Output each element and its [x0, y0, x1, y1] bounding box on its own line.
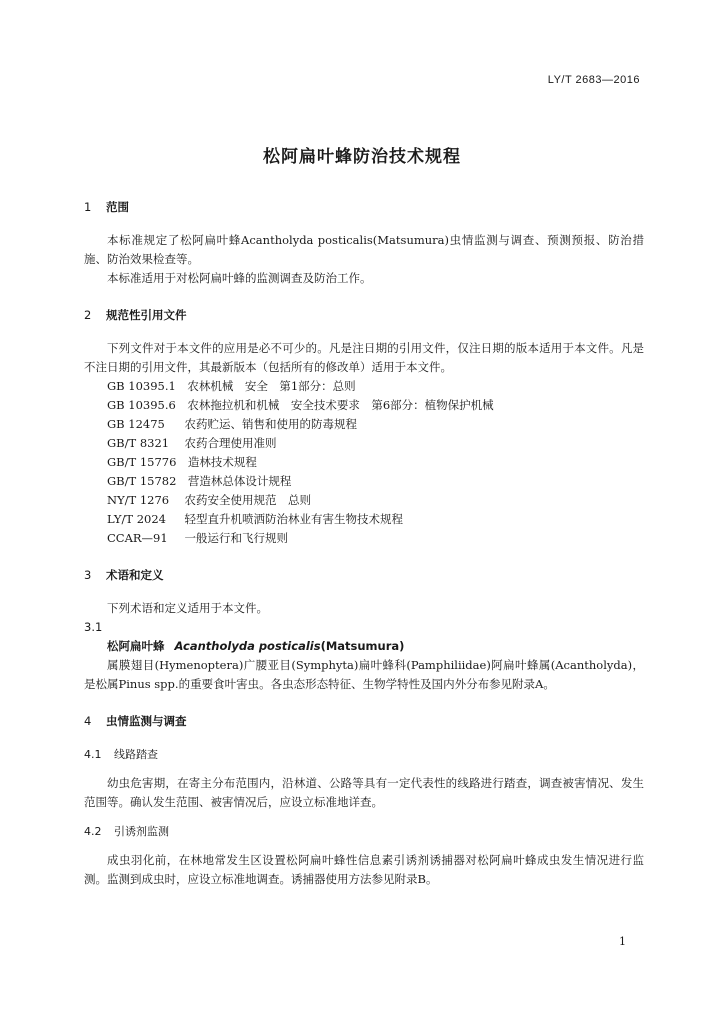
section-1-heading	[84, 198, 644, 217]
reference-code: GB 10395.1	[107, 379, 176, 393]
references-intro: 下列文件对于本文件的应用是必不可少的。凡是注日期的引用文件，仅注日期的版本适用于本文件。凡是不注日期的引用文件，其最新版本（包括所有的修改单）适用于本文件。	[84, 341, 644, 374]
reference-name: 农林机械 安全 第1部分：总则	[187, 379, 356, 393]
subsection-title: 引诱剂监测	[114, 825, 169, 838]
document-body	[84, 198, 644, 889]
term-number: 3.1	[84, 620, 103, 634]
reference-code: NY/T 1276	[107, 493, 170, 507]
reference-item	[84, 453, 644, 472]
section-3-heading	[84, 566, 644, 585]
reference-list	[84, 377, 644, 548]
document-title: 松阿扁叶蜂防治技术规程	[263, 147, 461, 167]
reference-item	[84, 491, 644, 510]
term-author: (Matsumura)	[320, 639, 405, 653]
terms-intro: 下列术语和定义适用于本文件。	[107, 601, 268, 615]
section-2-heading	[84, 306, 644, 325]
scope-paragraph-2: 本标准适用于对松阿扁叶蜂的监测调查及防治工作。	[107, 271, 372, 285]
reference-name: 轻型直升机喷洒防治林业有害生物技术规程	[184, 512, 403, 526]
reference-code: LY/T 2024	[107, 512, 166, 526]
reference-item	[84, 396, 644, 415]
subsection-4-1-heading	[84, 745, 644, 764]
reference-name: 营造林总体设计规程	[187, 474, 292, 488]
term-heading	[84, 637, 644, 656]
reference-name: 农林拖拉机和机械 安全技术要求 第6部分：植物保护机械	[187, 398, 494, 412]
subsection-number: 4.2	[84, 825, 102, 838]
term-chinese: 松阿扁叶蜂	[107, 639, 165, 653]
reference-code: GB/T 15776	[107, 455, 177, 469]
reference-code: CCAR—91	[107, 531, 168, 545]
reference-name: 农药合理使用准则	[184, 436, 277, 450]
reference-code: GB/T 15782	[107, 474, 177, 488]
standard-code: LY/T 2683—2016	[547, 74, 640, 86]
reference-item	[84, 510, 644, 529]
reference-name: 一般运行和飞行规则	[184, 531, 288, 545]
subsection-4-2-heading	[84, 822, 644, 841]
subsection-4-2-text: 成虫羽化前，在林地常发生区设置松阿扁叶蜂性信息素引诱剂诱捕器对松阿扁叶蜂成虫发生情况进行监测。监测到成虫时，应设立标准地调查。诱捕器使用方法参见附录B。	[84, 853, 644, 886]
subsection-title: 线路踏查	[114, 748, 158, 761]
reference-code: GB 12475	[107, 417, 165, 431]
reference-name: 造林技术规程	[187, 455, 257, 469]
reference-item	[84, 434, 644, 453]
section-number: 3	[84, 568, 92, 582]
scope-paragraph-1: 本标准规定了松阿扁叶蜂Acantholyda posticalis(Matsumura)虫情监测与调查、预测预报、防治措施、防治效果检查等。	[84, 233, 644, 266]
reference-item	[84, 472, 644, 491]
section-number: 1	[84, 200, 92, 214]
section-title: 虫情监测与调查	[106, 714, 187, 728]
reference-name: 农药安全使用规范 总则	[184, 493, 311, 507]
reference-code: GB 10395.6	[107, 398, 176, 412]
subsection-number: 4.1	[84, 748, 102, 761]
section-4-heading	[84, 712, 644, 731]
reference-item	[84, 529, 644, 548]
section-title: 范围	[106, 200, 129, 214]
section-title: 规范性引用文件	[106, 308, 187, 322]
section-title: 术语和定义	[106, 568, 164, 582]
reference-name: 农药贮运、销售和使用的防毒规程	[184, 417, 357, 431]
reference-item	[84, 415, 644, 434]
subsection-4-1-text: 幼虫危害期，在寄主分布范围内，沿林道、公路等具有一定代表性的线路进行踏查，调查被害情况、发生范围等。确认发生范围、被害情况后，应设立标准地详查。	[84, 776, 644, 809]
term-definition: 属膜翅目(Hymenoptera)广腰亚目(Symphyta)扁叶蜂科(Pamphiliidae)阿扁叶蜂属(Acantholyda)，是松属Pinus spp.的重要食叶害虫。各虫态形态特征、生物学特性及国内外分布参见附录A。	[84, 658, 644, 691]
section-number: 2	[84, 308, 92, 322]
term-latin: Acantholyda posticalis	[174, 639, 321, 653]
reference-code: GB/T 8321	[107, 436, 170, 450]
page-number: 1	[619, 935, 626, 948]
reference-item	[84, 377, 644, 396]
section-number: 4	[84, 714, 92, 728]
